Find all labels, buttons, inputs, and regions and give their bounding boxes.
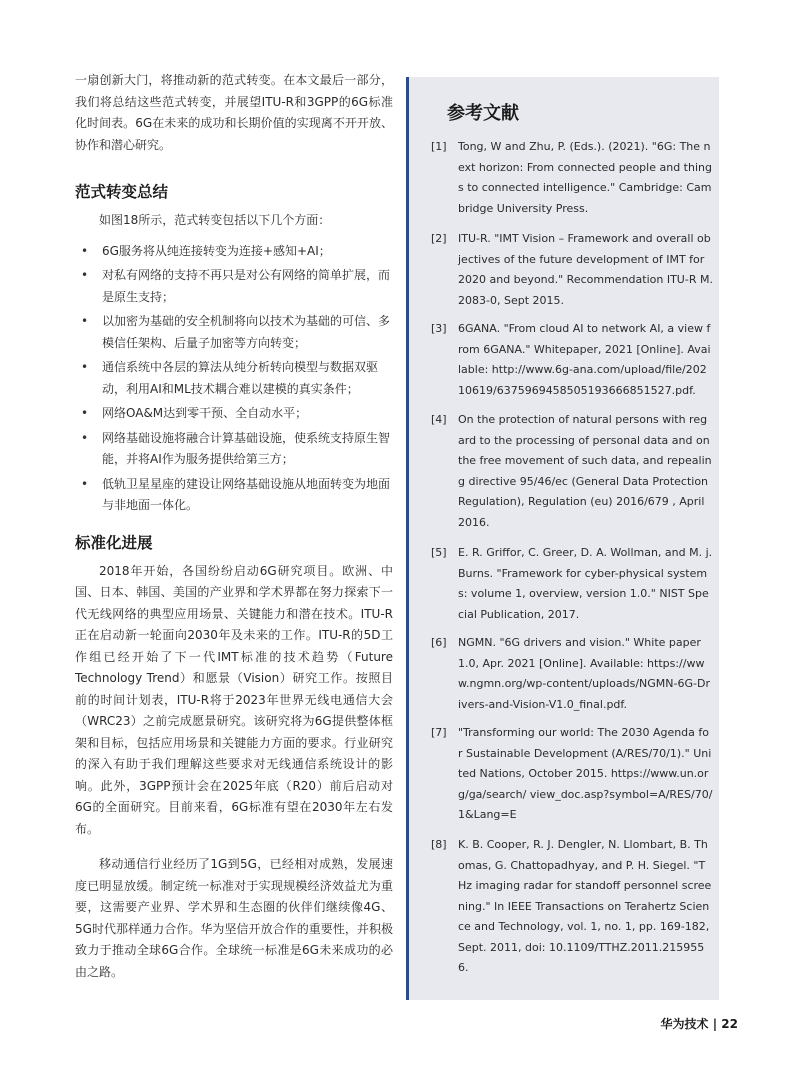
reference-item xyxy=(431,543,713,625)
list-item: • 以加密为基础的安全机制将向以技术为基础的可信、多模信任架构、后量子加密等方向转变； xyxy=(75,311,393,354)
list-item: • 通信系统中各层的算法从纯分析转向模型与数据双驱动，利用AI和ML技术耦合难以建模的真实条件； xyxy=(75,357,393,400)
reference-text: ITU-R. "IMT Vision – Framework and overall objectives of the future development of IMT for 2020 and beyond." Recommendation ITU-R M.2083-0, Sept 2015. xyxy=(458,232,713,307)
reference-number: [2] xyxy=(431,232,447,245)
reference-number: [8] xyxy=(431,838,447,851)
reference-number: [5] xyxy=(431,546,447,559)
left-column xyxy=(75,70,393,983)
reference-number: [4] xyxy=(431,413,447,426)
reference-item xyxy=(431,229,713,311)
reference-text: E. R. Griffor, C. Greer, D. A. Wollman, and M. j. Burns. "Framework for cyber-physical systems: volume 1, overview, version 1.0." NIST Special Publication, 2017. xyxy=(458,546,713,621)
reference-item xyxy=(431,723,713,826)
reference-text: "Transforming our world: The 2030 Agenda for Sustainable Development (A/RES/70/1)." United Nations, October 2015. https://www.un.org/ga/search/ view_doc.asp?symbol=A/RES/70/1&Lang=E xyxy=(458,726,713,821)
reference-item xyxy=(431,633,713,715)
reference-item xyxy=(431,835,713,979)
list-item: • 6G服务将从纯连接转变为连接+感知+AI； xyxy=(75,241,393,263)
reference-text: NGMN. "6G drivers and vision." White paper 1.0, Apr. 2021 [Online]. Available: https://www.ngmn.org/wp-content/uploads/NGMN-6G-Drivers-and-Vision-V1.0_final.pdf. xyxy=(458,636,710,711)
references-panel xyxy=(406,77,719,1000)
reference-text: Tong, W and Zhu, P. (Eds.). (2021). "6G: The next horizon: From connected people and things to connected intelligence." Cambridge: Cambridge University Press. xyxy=(458,140,712,215)
list-item: • 对私有网络的支持不再只是对公有网络的简单扩展，而是原生支持； xyxy=(75,265,393,308)
reference-item xyxy=(431,410,713,533)
paradigm-bullet-list xyxy=(75,241,393,517)
standardization-paragraph: 2018年开始，各国纷纷启动6G研究项目。欧洲、中国、日本、韩国、美国的产业界和学术界都在努力探索下一代无线网络的典型应用场景、关键能力和潜在技术。ITU-R正在启动新一轮面向2030年及未来的工作。ITU-R的5D工作组已经开始了下一代IMT标准的技术趋势（Future Technology Trend）和愿景（Vision）研究工作。按照目前的时间计划表，ITU-R将于2023年世界无线电通信大会（WRC23）之前完成愿景研究。该研究将为6G提供整体框架和目标，包括应用场景和关键能力方面的要求。行业研究的深入有助于我们理解这些要求对无线通信系统设计的影响。此外，3GPP预计会在2025年底（R20）前后启动对6G的全面研究。目前来看，6G标准有望在2030年左右发布。 xyxy=(75,563,393,836)
list-item: • 网络基础设施将融合计算基础设施，使系统支持原生智能，并将AI作为服务提供给第三方； xyxy=(75,428,393,471)
reference-number: [3] xyxy=(431,322,447,335)
paradigm-heading: 范式转变总结 xyxy=(75,183,169,201)
reference-item xyxy=(431,319,713,401)
reference-text: On the protection of natural persons with regard to the processing of personal data and on the free movement of such data, and repealing directive 95/46/ec (General Data Protection Regulation), Regulation (eu) 2016/679 , April 2016. xyxy=(458,413,712,529)
intro-paragraph: 一扇创新大门，将推动新的范式转变。在本文最后一部分，我们将总结这些范式转变，并展望ITU-R和3GPP的6G标准化时间表。6G在未来的成功和长期价值的实现离不开开放、协作和潜心研究。 xyxy=(75,73,393,152)
standardization-heading: 标准化进展 xyxy=(75,533,153,552)
list-item: • 低轨卫星星座的建设让网络基础设施从地面转变为地面与非地面一体化。 xyxy=(75,474,393,517)
paradigm-lead: 如图18所示，范式转变包括以下几个方面： xyxy=(99,213,331,227)
list-item: • 网络OA&M达到零干预、全自动水平； xyxy=(75,403,393,425)
reference-text: K. B. Cooper, R. J. Dengler, N. Llombart, B. Thomas, G. Chattopadhyay, and P. H. Siegel. "THz imaging radar for standoff personnel screening." In IEEE Transactions on Terahertz Science and Technology, vol. 1, no. 1, pp. 169-182, Sept. 2011, doi: 10.1109/TTHZ.2011.2159556. xyxy=(458,838,712,974)
reference-item xyxy=(431,137,713,219)
references-title: 参考文献 xyxy=(447,103,519,124)
standardization-paragraph: 移动通信行业经历了1G到5G，已经相对成熟，发展速度已明显放缓。制定统一标准对于实现规模经济效益尤为重要，这需要产业界、学术界和生态圈的伙伴们继续像4G、5G时代那样通力合作。华为坚信开放合作的重要性，并积极致力于推动全球6G合作。全球统一标准是6G未来成功的必由之路。 xyxy=(75,857,393,979)
reference-number: [7] xyxy=(431,726,447,739)
reference-text: 6GANA. "From cloud AI to network AI, a view from 6GANA." Whitepaper, 2021 [Online]. Available: http://www.6g-ana.com/upload/file/20210619/6375969458505193666851527.pdf. xyxy=(458,322,711,397)
reference-number: [1] xyxy=(431,140,447,153)
page-footer: 华为技术 | 22 xyxy=(660,1017,738,1031)
reference-number: [6] xyxy=(431,636,447,649)
